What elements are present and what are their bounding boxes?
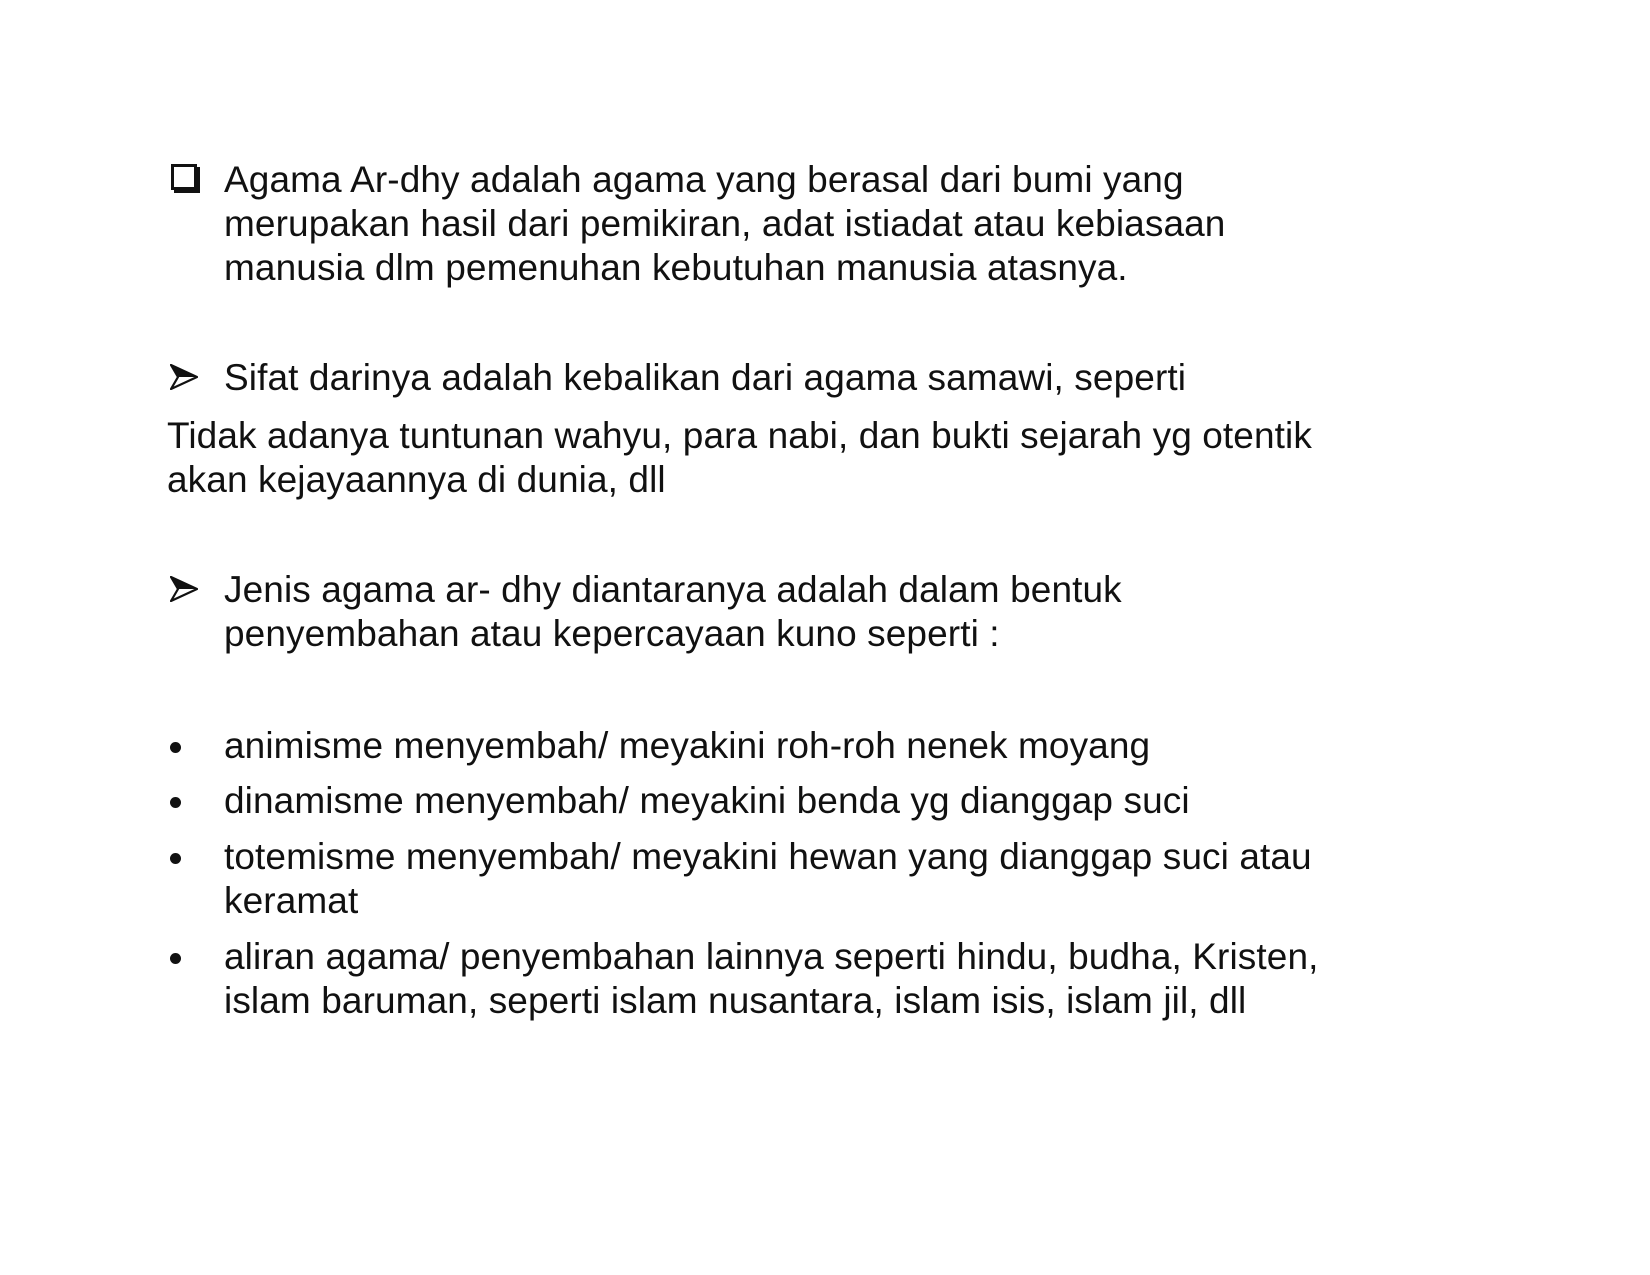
- item1-line-3: manusia dlm pemenuhan kebutuhan manusia atasnya.: [224, 247, 1128, 288]
- item3-line-2: penyembahan atau kepercayaan kuno seperti :: [224, 613, 1000, 654]
- item2-line-1: Sifat darinya adalah kebalikan dari agama samawi, seperti: [224, 357, 1187, 398]
- checkbox-icon: [171, 164, 197, 190]
- bullet-1-line-1: animisme menyembah/ meyakini roh-roh nenek moyang: [224, 725, 1151, 766]
- bullet-3-line-1: totemisme menyembah/ meyakini hewan yang dianggap suci atau: [224, 836, 1312, 877]
- paragraph-line-2: akan kejayaannya di dunia, dll: [167, 459, 666, 500]
- arrow-icon: [170, 576, 198, 602]
- bullet-dot-icon: [170, 797, 181, 808]
- bullet-dot-icon: [170, 742, 181, 753]
- bullet-4-line-1: aliran agama/ penyembahan lainnya seperti hindu, budha, Kristen,: [224, 936, 1319, 977]
- bullet-2-line-1: dinamisme menyembah/ meyakini benda yg dianggap suci: [224, 780, 1190, 821]
- arrow-icon: [170, 364, 198, 390]
- item1-line-1: Agama Ar-dhy adalah agama yang berasal dari bumi yang: [224, 159, 1184, 200]
- bullet-4-line-2: islam baruman, seperti islam nusantara, islam isis, islam jil, dll: [224, 980, 1247, 1021]
- item3-line-1: Jenis agama ar- dhy diantaranya adalah dalam bentuk: [224, 569, 1122, 610]
- bullet-dot-icon: [170, 953, 181, 964]
- bullet-3-line-2: keramat: [224, 880, 359, 921]
- item1-line-2: merupakan hasil dari pemikiran, adat istiadat atau kebiasaan: [224, 203, 1226, 244]
- paragraph-line-1: Tidak adanya tuntunan wahyu, para nabi, dan bukti sejarah yg otentik: [167, 415, 1312, 456]
- bullet-dot-icon: [170, 853, 181, 864]
